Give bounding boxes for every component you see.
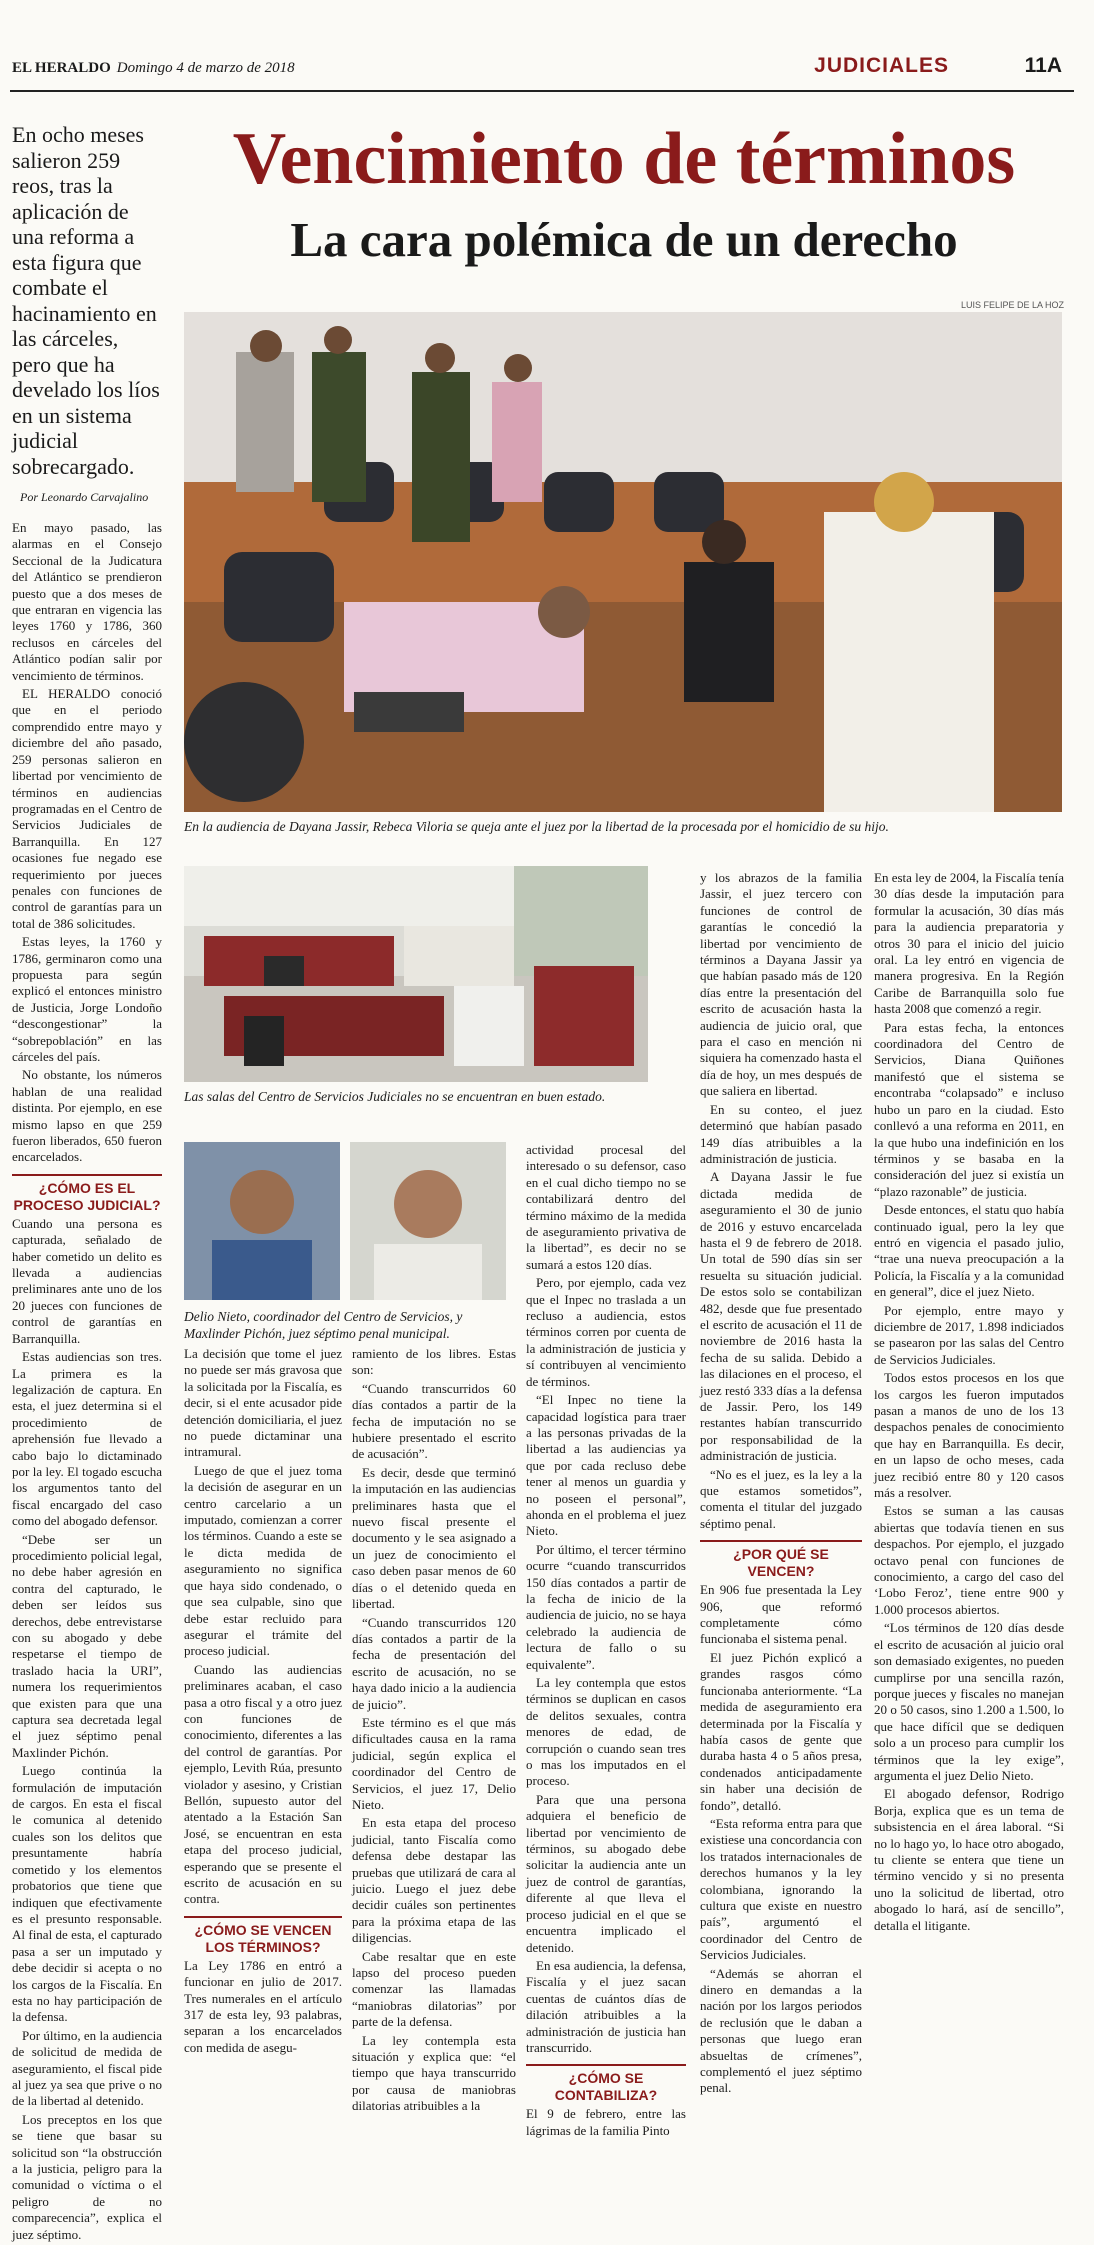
article-column-3 <box>352 1346 516 2117</box>
subheadline: La cara polémica de un derecho <box>290 212 958 267</box>
main-photo <box>184 312 1062 812</box>
page-number: 11A <box>1024 54 1062 77</box>
paragraph: Por último, en la audiencia de solicitud de medida de aseguramiento, el fiscal pide al juez ya sea que prive o no de la libertad al detenido. <box>12 2027 162 2109</box>
paragraph: Por ejemplo, entre mayo y diciembre de 2017, 1.898 indiciados se pasearon por las salas del Centro de Servicios Judiciales. <box>874 1302 1064 1367</box>
paragraph: La ley contempla esta situación y explica que: “el tiempo que haya transcurrido por causa de maniobras dilatorias atribuibles a la <box>352 2032 516 2114</box>
article-column-4 <box>526 1142 686 2141</box>
paragraph: “Los términos de 120 días desde el escrito de acusación al juicio oral son demasiado exigentes, no pueden cumplirse por una sencilla razón, porque jueces y fiscales no manejan 20 o 50 casos, sino 1.200 a 1.500, lo que hace difícil que se dediquen solo a un proceso para cumplir los términos que la ley exige”, argumenta el juez Delio Nieto. <box>874 1620 1064 1783</box>
paragraph: La decisión que tome el juez no puede ser más gravosa que la solicitada por la Fiscalía, es decir, si el ente acusador pide detención domiciliaria, el juez no puede dictaminar una intramural. <box>184 1346 342 1460</box>
paragraph: A Dayana Jassir le fue dictada medida de aseguramiento el 30 de junio de 2016 y estuvo encarcelada hasta el 9 de febrero de 2018. Un total de 590 días sin ser resuelta su situación judicial. De estos solo se contabilizan 482, desde que fue presentado el escrito de acusación el 11 de noviembre de 2016 hasta la fecha de su salida. Debido a las dilaciones en el proceso, el juez restó 333 días a la defensa de Jassir. Pero, los 149 restantes habían transcurrido por responsabilidad de la administración de justicia. <box>700 1169 862 1464</box>
courtroom-photo-illustration <box>184 312 1062 812</box>
masthead <box>12 60 295 77</box>
paragraph: En esa audiencia, la defensa, Fiscalía y el juez sacan cuentas de cuántos días de dilación atribuibles a la administración de justicia han transcurrido. <box>526 1957 686 2055</box>
section-subtitle: ¿POR QUÉ SE VENCEN? <box>700 1540 862 1580</box>
issue-date: Domingo 4 de marzo de 2018 <box>116 60 295 76</box>
article-column-2 <box>184 1346 342 2058</box>
paragraph: En 906 fue presentada la Ley 906, que reformó completamente cómo funcionaba el sistema penal. <box>700 1582 862 1647</box>
paragraph: El 9 de febrero, entre las lágrimas de la familia Pinto <box>526 2106 686 2138</box>
portrait-illustration <box>350 1142 506 1300</box>
paragraph: “El Inpec no tiene la capacidad logística para traer a las personas privadas de la libertad a las audiencias ya que por cada recluso debe tener al menos un guardia y no poseen el personal”, ahonda en el problema el juez Nieto. <box>526 1392 686 1539</box>
paragraph: En su conteo, el juez determinó que habían pasado 149 días atribuibles a la administración de justicia. <box>700 1101 862 1166</box>
paragraph: En mayo pasado, las alarmas en el Consejo Seccional de la Judicatura del Atlántico se prendieron puesto que a dos meses de que entraran en vigencia las leyes 1760 y 1786, 360 reclusos en cárceles del Atlántico podían salir por vencimiento de términos. <box>12 520 162 683</box>
paragraph: El juez Pichón explicó a grandes rasgos cómo funcionaba anteriormente. “La medida de aseguramiento era determinada por la Fiscalía y había casos de gente que duraba hasta 4 o 5 años presa, condenados anticipadamente sin haber una decisión de fondo”, detalló. <box>700 1649 862 1813</box>
main-photo-caption: En la audiencia de Dayana Jassir, Rebeca Viloria se queja ante el juez por la libertad de la procesada por el homicidio de su hijo. <box>184 819 889 834</box>
paragraph: En esta etapa del proceso judicial, tanto Fiscalía como defensa debe destapar las pruebas que utilizará de cara al juicio. Luego el juez debe decidir cuáles son pertinentes para la próxima etapa de las diligencias. <box>352 1815 516 1946</box>
empty-courtroom-illustration <box>184 866 648 1082</box>
paragraph: La Ley 1786 en entró a funcionar en julio de 2017. Tres numerales en el artículo 317 de esta ley, 93 palabras, separan a los encarcelados con medida de asegu- <box>184 1957 342 2055</box>
paragraph: Cuando las audiencias preliminares acaban, el caso pasa a otro fiscal y a otro juez con funciones de conocimiento, diferentes a las del control de garantías. Por ejemplo, Levith Rúa, presunto violador y asesino, y Cristian Bellón, supuesto autor del atentado a la Estación San José, se encuentran en esta etapa del proceso judicial, esperando que se presente el escrito de acusación en su contra. <box>184 1661 342 1907</box>
paragraph: Los preceptos en los que se tiene que basar su solicitud son “la obstrucción a la justicia, peligro para la comunidad o víctima o el peligro de no comparecencia”, explica el juez séptimo. <box>12 2111 162 2242</box>
page-header <box>10 52 1074 92</box>
room-photo-caption: Las salas del Centro de Servicios Judiciales no se encuentran en buen estado. <box>184 1089 606 1104</box>
article-column-6 <box>874 870 1064 1936</box>
paragraph: ramiento de los libres. Estas son: <box>352 1346 516 1378</box>
article-intro: En ocho meses salieron 259 reos, tras la aplicación de una reforma a esta figura que combate el hacinamiento en las cárceles, pero que ha develado los líos en un sistema judicial sobrecargado. <box>12 122 160 479</box>
paragraph: “Cuando transcurridos 60 días contados a partir de la fecha de imputación no se hubiere presentado el escrito de acusación”. <box>352 1380 516 1462</box>
paragraph: Luego continúa la formulación de imputación de cargos. En esta el fiscal le comunica al detenido cuales son los delitos que presuntamente habría cometido y los elementos probatorios que tiene que indiquen que efectivamente es el presunto responsable. Al final de esta, el capturado pasa a ser un imputado y debe decidir si acepta o no los cargos de la Fiscalía. En esta no hay participación de la defensa. <box>12 1763 162 2025</box>
paragraph: La ley contempla que estos términos se duplican en casos de delitos sexuales, contra menores de edad, de corrupción o cuando sean tres o mas los imputados en el proceso. <box>526 1675 686 1789</box>
section-subtitle: ¿CÓMO SE VENCEN LOS TÉRMINOS? <box>184 1916 342 1956</box>
article-column-5 <box>700 870 862 2099</box>
paragraph: Desde entonces, el statu quo había continuado igual, pero la ley que entró en vigencia el pasado julio, “trae una nueva preocupación a la Policía, la Fiscalía y a la comunidad en general”, dice el juez Nieto. <box>874 1202 1064 1300</box>
paragraph: Cabe resaltar que en este lapso del proceso pueden comenzar las llamadas “maniobras dilatorias” por parte de la defensa. <box>352 1948 516 2030</box>
section-name: JUDICIALES <box>814 54 949 77</box>
byline: Por Leonardo Carvajalino <box>20 490 149 504</box>
paragraph: Por último, el tercer término ocurre “cuando transcurridos 150 días contados a partir de la fecha de inicio de la audiencia de juicio, no se haya celebrado la audiencia de lectura de fallo o su equivalente”. <box>526 1541 686 1672</box>
portrait-illustration <box>184 1142 340 1300</box>
paragraph: En esta ley de 2004, la Fiscalía tenía 30 días desde la imputación para formular la acusación, 30 días más para la audiencia preparatoria y otros 30 para el inicio del juicio oral. La ley entró en vigencia de manera progresiva. En la Región Caribe de Barranquilla solo fue hasta 2008 que comenzó a regir. <box>874 870 1064 1017</box>
paragraph: “Cuando transcurridos 120 días contados a partir de la fecha de presentación del escrito de acusación, no se haya dado inicio a la audiencia de juicio”. <box>352 1614 516 1712</box>
paragraph: Estos se suman a las causas abiertas que todavía tienen en sus despachos. Por ejemplo, el juzgado octavo penal con funciones de conocimiento, a cargo del caso del ‘Lobo Feroz’, tiene entre 900 y 1.000 procesos abiertos. <box>874 1503 1064 1617</box>
paragraph: Para estas fecha, la entonces coordinadora del Centro de Servicios, Diana Quiñones manifestó que el sistema se encontraba “colapsado” e incluso hubo un paro en la ciudad. Esto conllevó a una reforma en 2011, en la que hubo una indefinición en los términos y se basaba en la consideración del juez si existía un “plazo razonable” de justicia. <box>874 1019 1064 1199</box>
paragraph: No obstante, los números hablan de una realidad distinta. Por ejemplo, en ese mismo lapso en que 259 fueron liberados, 650 fueron encarcelados. <box>12 1067 162 1165</box>
paragraph: Para que una persona adquiera el beneficio de libertad por vencimiento de términos, su abogado debe solicitar la audiencia ante un juez de control de garantías, diferente al que lleva el proceso judicial en el que se encuentra implicado el detenido. <box>526 1791 686 1955</box>
paragraph: Es decir, desde que terminó la imputación en las audiencias preliminares hasta que el nuevo fiscal presente el documento y le sea asignado a un juez de conocimiento el caso deben pasar menos de 60 días o el detenido queda en libertad. <box>352 1464 516 1612</box>
paragraph: “No es el juez, es la ley a la que estamos sometidos”, comenta el titular del juzgado séptimo penal. <box>700 1466 862 1531</box>
article-column-1 <box>12 520 162 2245</box>
portrait-delio-nieto <box>184 1142 340 1300</box>
paragraph: Luego de que el juez toma la decisión de asegurar en un centro carcelario a un imputado, comienzan a correr los términos. Cuando a este se le dicta medida de aseguramiento no significa que haya sido condenado, o que sea culpable, sino que debe estar recluido para asegurar el trámite del proceso judicial. <box>184 1462 342 1659</box>
paragraph: Pero, por ejemplo, cada vez que el Inpec no traslada a un recluso a audiencia, estos términos corren por cuenta de la administración de justicia y sí contribuyen al vencimiento de términos. <box>526 1275 686 1389</box>
paragraph: y los abrazos de la familia Jassir, el juez tercero con funciones de control de garantías le concedió la libertad por vencimiento de términos a Dayana Jassir ya que habían pasado más de 120 días entre la presentación del escrito de acusación hasta la audiencia de juicio oral, que para el caso en mención ni siquiera ha comenzado hasta el día de hoy, un mes después de que saliera en libertad. <box>700 870 862 1099</box>
paragraph: Este término es el que más dificultades causa en la rama judicial, según explica el coordinador del Centro de Servicios, el juez 17, Delio Nieto. <box>352 1714 516 1812</box>
paragraph: “Además se ahorran el dinero en demandas a la nación por los largos periodos de reclusión que le daban a personas que luego eran absueltas de crímenes”, complementó el juez séptimo penal. <box>700 1965 862 2096</box>
paragraph: actividad procesal del interesado o su defensor, caso en el cual dicho tiempo no se contabilizará dentro del término máximo de la medida de aseguramiento privativa de la libertad”, es decir no se sumará a estos 120 días. <box>526 1142 686 1272</box>
paragraph: “Esta reforma entra para que existiese una concordancia con los tratados internacionales de derechos humanos y la ley colombiana, ignorando la cultura que existe en nuestro país”, argumentó el coordinador del Centro de Servicios Judiciales. <box>700 1815 862 1963</box>
section-subtitle: ¿CÓMO SE CONTABILIZA? <box>526 2064 686 2104</box>
paragraph: Estas audiencias son tres. La primera es la legalización de captura. En esta, el juez determina si el procedimiento de aprehensión fue llevado a cabo bajo lo dictaminado por la ley. El togado escucha los argumentos tanto del fiscal encargado del caso como del abogado defensor. <box>12 1349 162 1529</box>
paragraph: Estas leyes, la 1760 y 1786, germinaron como una propuesta para según explicó el entonces ministro de Justicia, Jorge Londoño “descongestionar” la “sobrepoblación” en las cárceles del país. <box>12 934 162 1064</box>
paragraph: “Debe ser un procedimiento policial legal, no debe haber agresión en contra del capturado, le deben ser leídos sus derechos, debe entrevistarse con su abogado y debe respetarse el tiempo de traslado hacia la URI”, numera los requerimientos que existen para que una captura sea decretada legal el juez séptimo penal Maxlinder Pichón. <box>12 1531 162 1760</box>
courtroom-room-photo <box>184 866 648 1082</box>
section-subtitle: ¿CÓMO ES EL PROCESO JUDICIAL? <box>12 1174 162 1214</box>
portraits-caption: Delio Nieto, coordinador del Centro de Servicios, y Maxlinder Pichón, juez séptimo penal municipal. <box>184 1309 463 1341</box>
paragraph: EL HERALDO conoció que en el periodo comprendido entre mayo y diciembre del año pasado, 259 personas salieron en libertad por vencimiento de términos en audiencias programadas en el Centro de Servicios Judiciales de Barranquilla. En 127 ocasiones fue negado ese requerimiento por jueces penales con funciones de control de garantías para un total de 386 solicitudes. <box>12 686 162 931</box>
newspaper-name: EL HERALDO <box>12 60 111 76</box>
headline: Vencimiento de términos <box>232 118 1016 200</box>
paragraph: El abogado defensor, Rodrigo Borja, explica que es un tema de subsistencia en el área laboral. “Si no lo hago yo, lo hace otro abogado, tu cliente se entera que tiene un término vencido y si no presenta uno la solicitud de libertad, otro abogado lo hará, así de sencillo”, detalla el litigante. <box>874 1786 1064 1933</box>
paragraph: Cuando una persona es capturada, señalado de haber cometido un delito es llevada a audiencias preliminares ante uno de los 20 jueces con funciones de control de garantías en Barranquilla. <box>12 1215 162 1346</box>
photo-credit: LUIS FELIPE DE LA HOZ <box>960 300 1064 310</box>
portrait-maxlinder-pichon <box>350 1142 506 1300</box>
paragraph: Todos estos procesos en los que los cargos les fueron imputados pasan a manos de uno de los 13 despachos penales de conocimiento que hay en Barranquilla. Es decir, en un lapso de ocho meses, cada juez recibió entre 80 y 120 casos más a resolver. <box>874 1370 1064 1501</box>
